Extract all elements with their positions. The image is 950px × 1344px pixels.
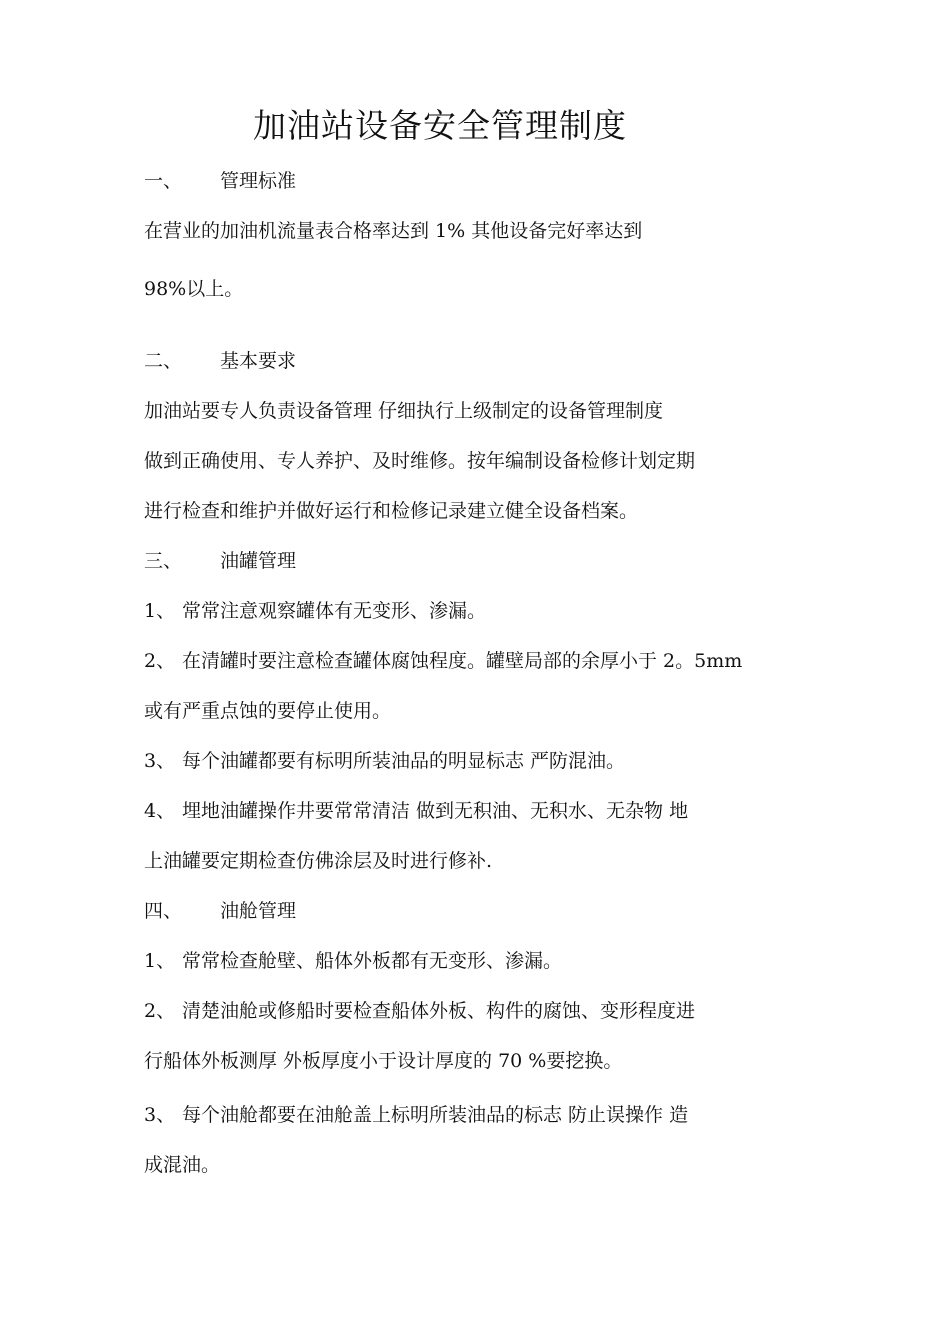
section-heading: [144, 348, 296, 374]
list-item: [144, 598, 486, 624]
section-heading: [144, 898, 296, 924]
paragraph-line: 在营业的加油机流量表合格率达到 1% 其他设备完好率达到: [144, 220, 643, 242]
item-number: 1、: [144, 600, 176, 622]
paragraph-line: 加油站要专人负责设备管理 仔细执行上级制定的设备管理制度: [144, 400, 664, 422]
section-title: 油舱管理: [220, 900, 297, 922]
section-heading: [144, 548, 296, 574]
section-title: 管理标准: [220, 170, 297, 192]
item-number: 2、: [144, 650, 176, 672]
item-text: 清楚油舱或修船时要检查船体外板、构件的腐蚀、变形程度进: [182, 1000, 696, 1022]
paragraph-line: 做到正确使用、专人养护、及时维修。按年编制设备检修计划定期: [144, 450, 696, 472]
item-number: 1、: [144, 950, 176, 972]
section-number: 四、: [144, 900, 183, 922]
item-number: 3、: [144, 750, 176, 772]
section-heading: [144, 168, 296, 194]
section-number: 三、: [144, 550, 183, 572]
section-number: 一、: [144, 170, 183, 192]
item-number: 3、: [144, 1104, 176, 1126]
paragraph-line: 进行检查和维护并做好运行和检修记录建立健全设备档案。: [144, 500, 639, 522]
list-item: [144, 1102, 688, 1128]
item-text: 常常注意观察罐体有无变形、渗漏。: [182, 600, 487, 622]
section-title: 基本要求: [220, 350, 297, 372]
item-text: 在清罐时要注意检查罐体腐蚀程度。罐壁局部的余厚小于 2。5mm: [182, 650, 743, 672]
item-continuation: 上油罐要定期检查仿佛涂层及时进行修补.: [144, 850, 493, 872]
list-item: [144, 998, 695, 1024]
paragraph-line: 98%以上。: [144, 278, 244, 300]
item-number: 4、: [144, 800, 176, 822]
item-continuation: 成混油。: [144, 1154, 221, 1176]
item-continuation: 或有严重点蚀的要停止使用。: [144, 700, 392, 722]
list-item: [144, 648, 742, 674]
item-text: 每个油舱都要在油舱盖上标明所装油品的标志 防止误操作 造: [182, 1104, 689, 1126]
item-number: 2、: [144, 1000, 176, 1022]
item-text: 常常检查舱壁、船体外板都有无变形、渗漏。: [182, 950, 563, 972]
section-title: 油罐管理: [220, 550, 297, 572]
section-number: 二、: [144, 350, 183, 372]
item-continuation: 行船体外板测厚 外板厚度小于设计厚度的 70 %要挖换。: [144, 1050, 623, 1072]
list-item: [144, 748, 625, 774]
list-item: [144, 948, 562, 974]
item-text: 埋地油罐操作井要常常清洁 做到无积油、无积水、无杂物 地: [182, 800, 689, 822]
item-text: 每个油罐都要有标明所装油品的明显标志 严防混油。: [182, 750, 626, 772]
list-item: [144, 798, 688, 824]
document-title: 加油站设备安全管理制度: [253, 106, 627, 145]
